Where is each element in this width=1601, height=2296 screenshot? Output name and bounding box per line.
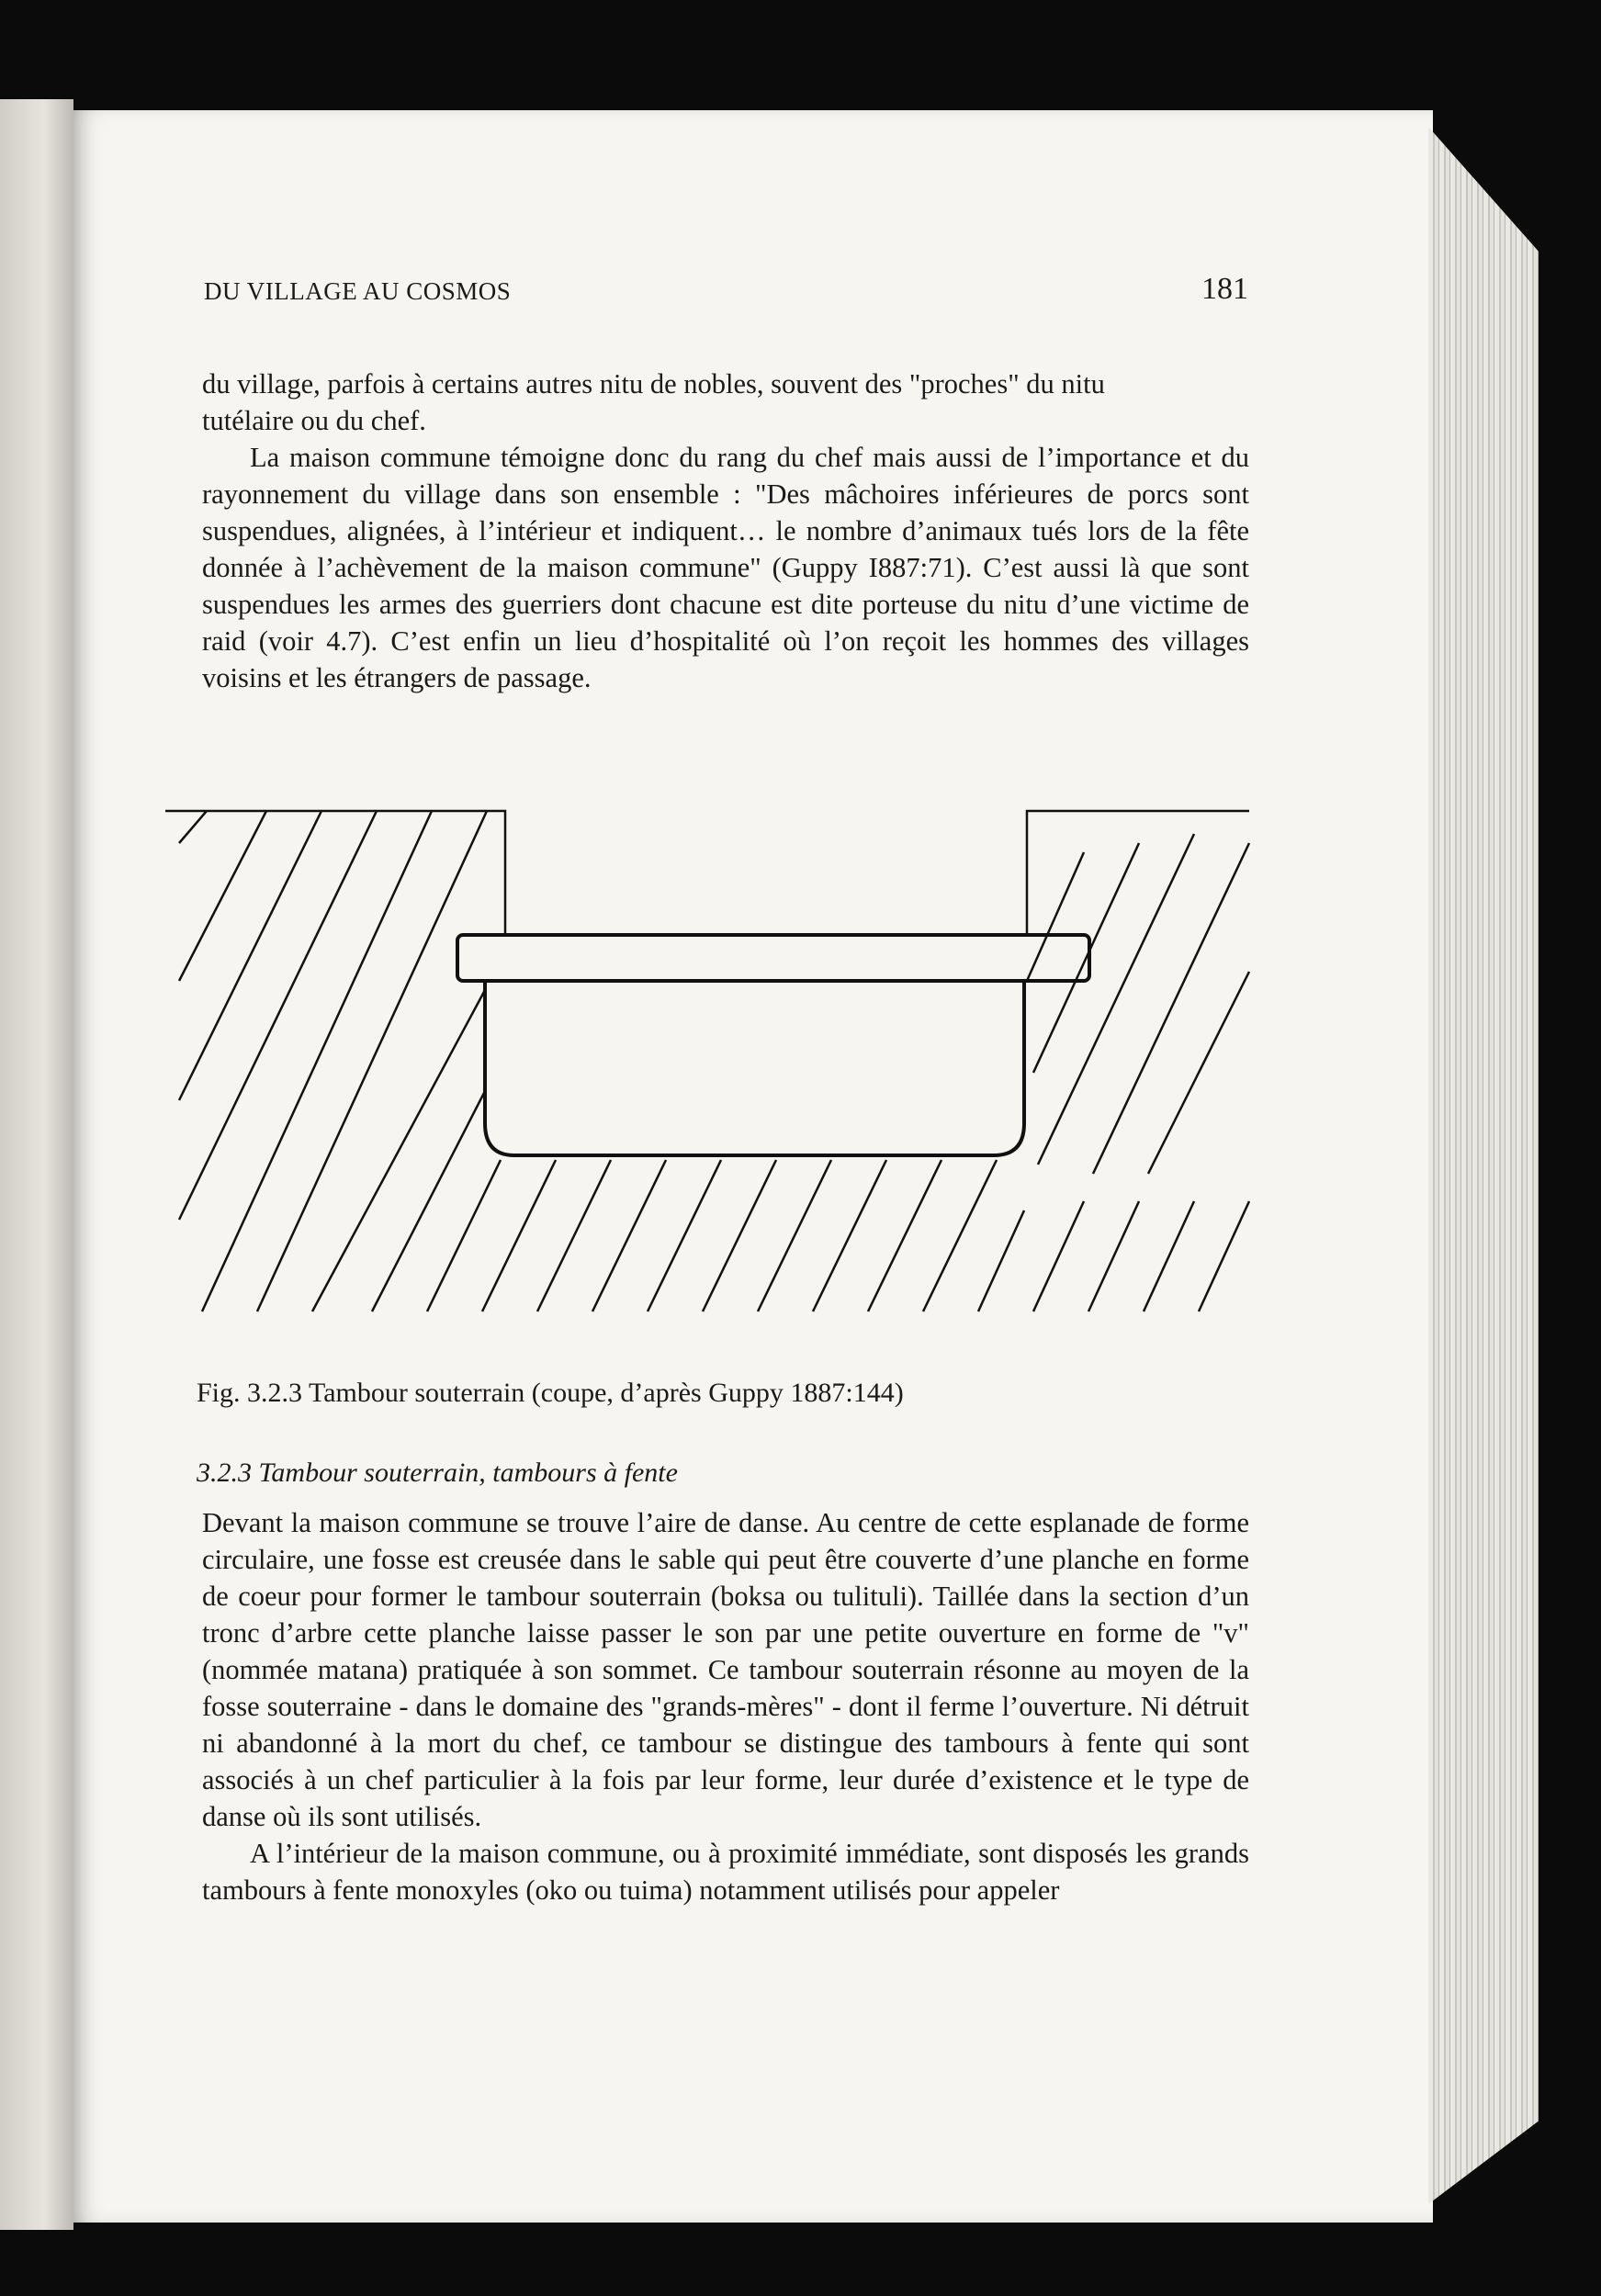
section-heading: 3.2.3 Tambour souterrain, tambours à fente xyxy=(197,1458,678,1488)
body-text-bottom xyxy=(202,1504,1249,1908)
page-number: 181 xyxy=(1201,272,1248,306)
left-page-edge xyxy=(0,99,73,2230)
drum-section-figure xyxy=(165,797,1268,1330)
running-title: DU VILLAGE AU COSMOS xyxy=(204,277,512,305)
paragraph: A l’intérieur de la maison commune, ou à proximité immédiate, sont disposés les grands tambours à fente monoxyles (oko ou tuima) notamment utilisés pour appeler xyxy=(202,1838,1249,1906)
page-stack-edges xyxy=(1428,127,1539,2204)
text-line: du village, parfois à certains autres nitu de nobles, souvent des "proches" du nitu xyxy=(202,368,1105,400)
paragraph: Devant la maison commune se trouve l’aire de danse. Au centre de cette esplanade de forme circulaire, une fosse est creusée dans le sable qui peut être couverte d’une planche en forme de coeur pour former le tambour souterrain (boksa ou tulituli). Taillée dans la section d’un tronc d’arbre cette planche laisse passer le son par une petite ouverture en forme de "v" (nommée matana) pratiquée à son sommet. Ce tambour souterrain résonne au moyen de la fosse souterraine - dans le domaine des "grands-mères" - dont il ferme l’ouverture. Ni détruit ni abandonné à la mort du chef, ce tambour se distingue des tambours à fente qui sont associés à un chef particulier à la fois par leur forme, leur durée d’existence et le type de danse où ils sont utilisés. xyxy=(202,1507,1249,1832)
page-header xyxy=(204,272,1248,314)
paragraph: La maison commune témoigne donc du rang du chef mais aussi de l’importance et du rayonnement du village dans son ensemble : "Des mâchoires inférieures de porcs sont suspendues, alignées, à l’intérieur et indiquent… le nombre d’animaux tués lors de la fête donnée à l’achèvement de la maison commune" (Guppy I887:71). C’est aussi là que sont suspendues les armes des guerriers dont chacune est dite porteuse du nitu d’une victime de raid (voir 4.7). C’est enfin un lieu d’hospitalité où l’on reçoit les hommes des villages voisins et les étrangers de passage. xyxy=(202,442,1249,693)
paragraph-continued xyxy=(202,366,1249,439)
body-text-top xyxy=(202,366,1249,696)
figure-caption: Fig. 3.2.3 Tambour souterrain (coupe, d’après Guppy 1887:144) xyxy=(197,1378,904,1408)
text-line: tutélaire ou du chef. xyxy=(202,405,426,436)
